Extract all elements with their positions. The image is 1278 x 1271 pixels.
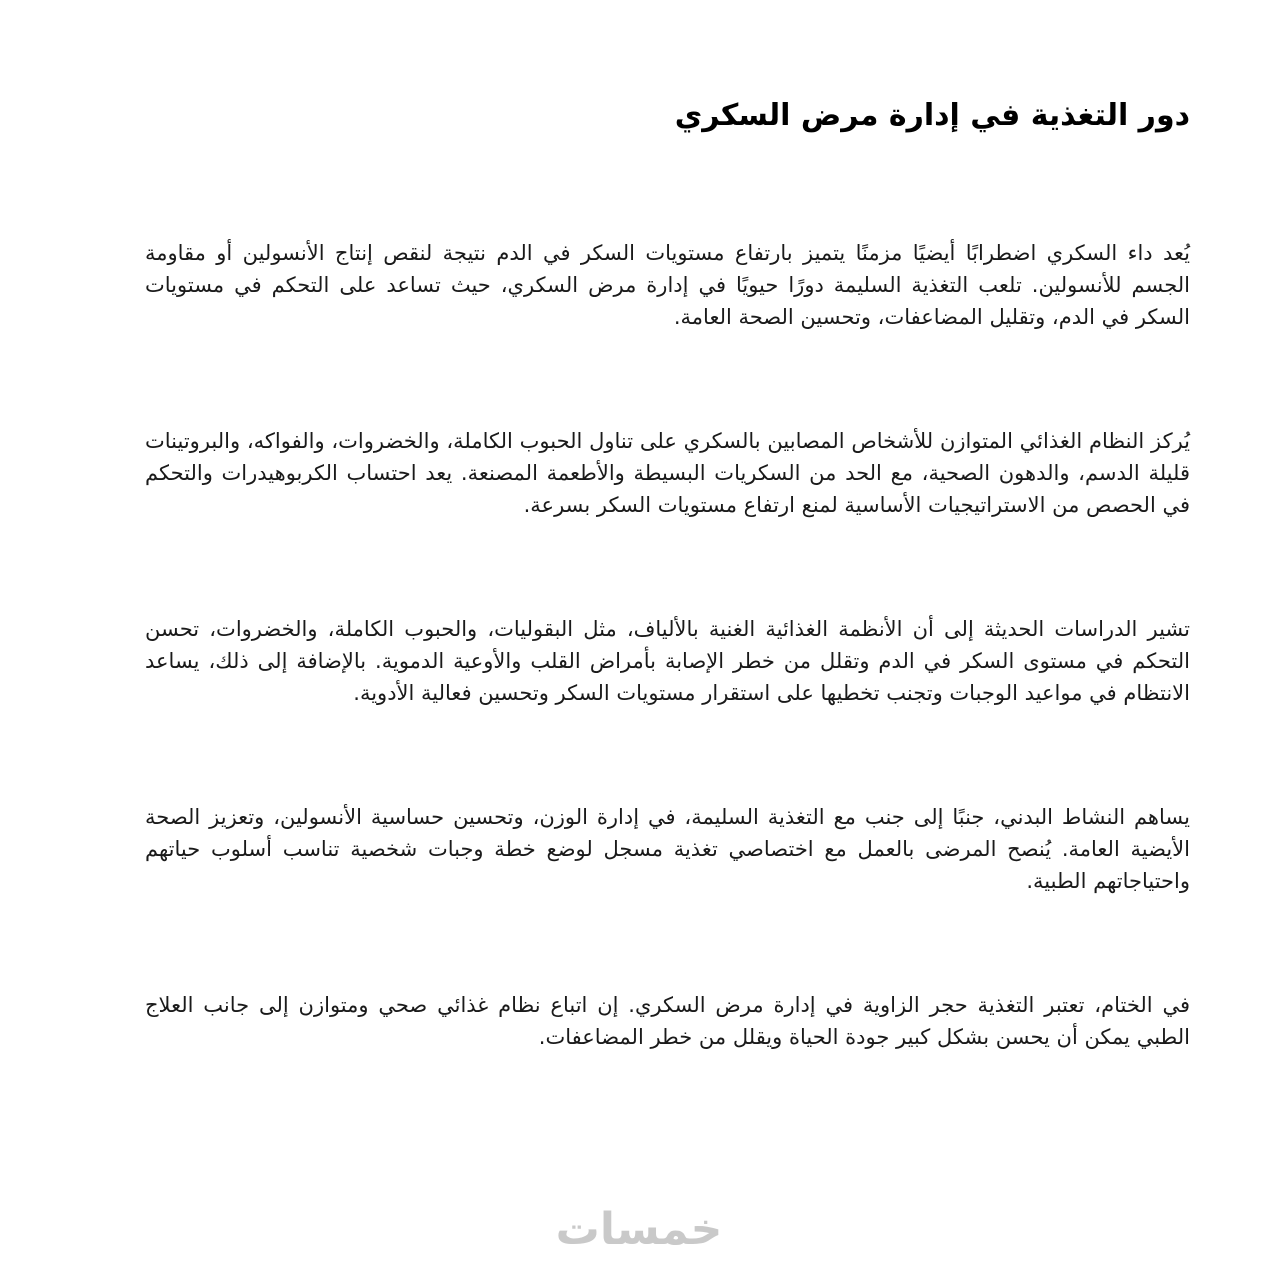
khamsat-watermark-logo: خمسات xyxy=(555,1204,723,1255)
paragraph-conclusion: في الختام، تعتبر التغذية حجر الزاوية في إدارة مرض السكري. إن اتباع نظام غذائي صحي ومتوازن إلى جانب العلاج الطبي يمكن أن يحسن بشكل كبير جودة الحياة ويقلل من خطر المضاعفات. xyxy=(145,993,1190,1049)
paragraph-balanced-diet: يُركز النظام الغذائي المتوازن للأشخاص المصابين بالسكري على تناول الحبوب الكاملة، والخضروات، والفواكه، والبروتينات قليلة الدسم، والدهون الصحية، مع الحد من السكريات البسيطة والأطعمة المصنعة. يعد احتساب الكربوهيدرات والتحكم في الحصص من الاستراتيجيات الأساسية لمنع ارتفاع مستويات السكر بسرعة. xyxy=(145,429,1190,517)
document-title: دور التغذية في إدارة مرض السكري xyxy=(674,98,1190,133)
paragraph-physical-activity: يساهم النشاط البدني، جنبًا إلى جنب مع التغذية السليمة، في إدارة الوزن، وتحسين حساسية الأنسولين، وتعزيز الصحة الأيضية العامة. يُنصح المرضى بالعمل مع اختصاصي تغذية مسجل لوضع خطة وجبات شخصية تناسب أسلوب حياتهم واحتياجاتهم الطبية. xyxy=(145,805,1190,893)
paragraph-studies: تشير الدراسات الحديثة إلى أن الأنظمة الغذائية الغنية بالألياف، مثل البقوليات، والحبوب الكاملة، والخضروات، تحسن التحكم في مستوى السكر في الدم وتقلل من خطر الإصابة بأمراض القلب والأوعية الدموية. بالإضافة إلى ذلك، يساعد الانتظام في مواعيد الوجبات وتجنب تخطيها على استقرار مستويات السكر وتحسين فعالية الأدوية. xyxy=(145,617,1190,705)
paragraph-intro: يُعد داء السكري اضطرابًا أيضيًا مزمنًا يتميز بارتفاع مستويات السكر في الدم نتيجة لنقص إنتاج الأنسولين أو مقاومة الجسم للأنسولين. تلعب التغذية السليمة دورًا حيويًا في إدارة مرض السكري، حيث تساعد على التحكم في مستويات السكر في الدم، وتقليل المضاعفات، وتحسين الصحة العامة. xyxy=(145,241,1190,329)
